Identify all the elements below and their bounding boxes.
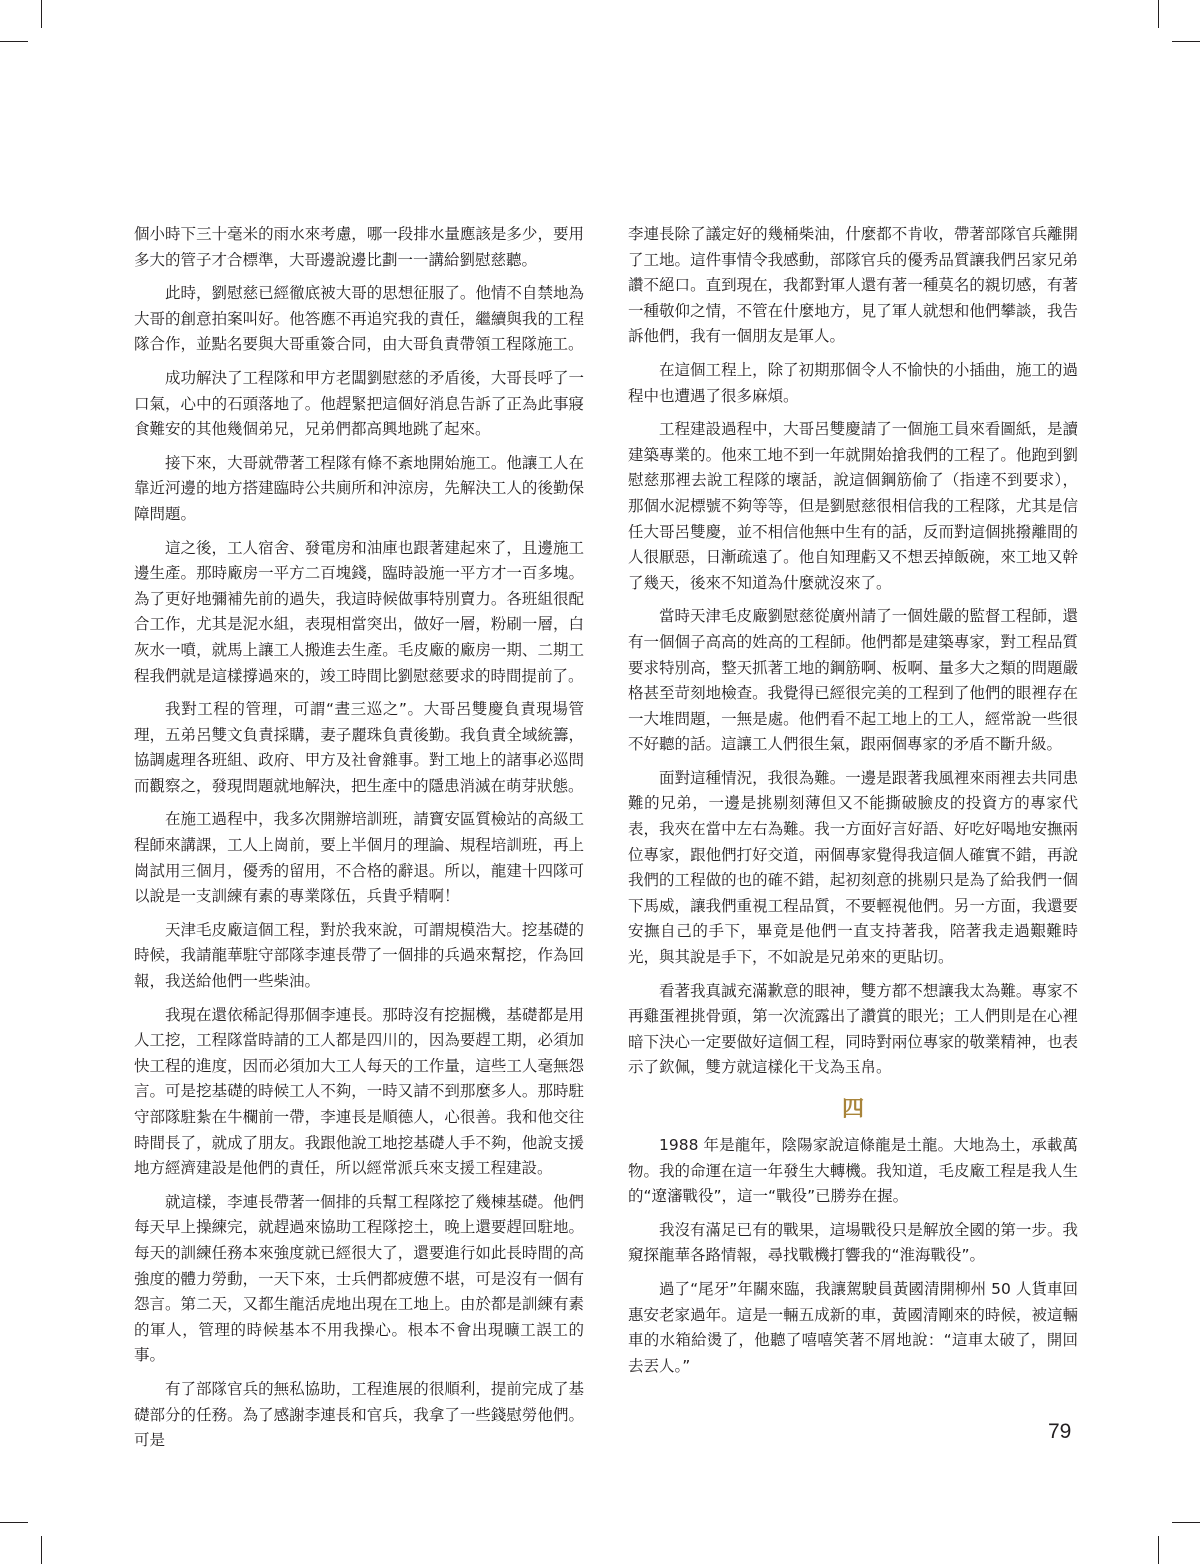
paragraph: 當時天津毛皮廠劉慰慈從廣州請了一個姓嚴的監督工程師，還有一個個子高高的姓高的工程師。他們都是建築專家，對工程品質要求特別高，整天抓著工地的鋼筋啊、板啊、量多大之類的問題嚴格甚至苛刻地檢查。我覺得已經很完美的工程到了他們的眼裡存在一大堆問題，一無是處。他們看不起工地上的工人，經常說一些很不好聽的話。這讓工人們很生氣，跟兩個專家的矛盾不斷升級。 <box>628 607 1078 754</box>
crop-mark-bottom-right-horizontal <box>1172 1522 1200 1523</box>
paragraph: 接下來，大哥就帶著工程隊有條不紊地開始施工。他讓工人在靠近河邊的地方搭建臨時公共廁所和沖涼房，先解決工人的後勤保障問題。 <box>134 453 584 523</box>
crop-mark-bottom-left-vertical <box>41 1536 42 1564</box>
paragraph: 此時，劉慰慈已經徹底被大哥的思想征服了。他情不自禁地為大哥的創意拍案叫好。他答應不再追究我的責任，繼續與我的工程隊合作，並點名要與大哥重簽合同，由大哥負責帶領工程隊施工。 <box>134 284 584 354</box>
crop-mark-top-right-horizontal <box>1172 41 1200 42</box>
paragraph: 這之後，工人宿舍、發電房和油庫也跟著建起來了，且邊施工邊生產。那時廠房一平方二百塊錢，臨時設施一平方才一百多塊。為了更好地彌補先前的過失，我這時候做事特別賣力。各班組很配合工作，尤其是泥水組，表現相當突出，做好一層，粉刷一層，白灰水一噴，就馬上讓工人搬進去生產。毛皮廠的廠房一期、二期工程我們就是這樣撐過來的，竣工時間比劉慰慈要求的時間提前了。 <box>134 538 584 685</box>
paragraph: 成功解決了工程隊和甲方老闆劉慰慈的矛盾後，大哥長呼了一口氣，心中的石頭落地了。他趕緊把這個好消息告訴了正為此事寢食難安的其他幾個弟兄，兄弟們都高興地跳了起來。 <box>134 368 584 439</box>
paragraph: 看著我真誠充滿歉意的眼神，雙方都不想讓我太為難。專家不再雞蛋裡挑骨頭，第一次流露出了讚賞的眼光；工人們則是在心裡暗下決心一定要做好這個工程，同時對兩位專家的敬業精神，也表示了欽佩，雙方就這樣化干戈為玉帛。 <box>628 981 1078 1077</box>
paragraph: 在施工過程中，我多次開辦培訓班，請寶安區質檢站的高級工程師來講課，工人上崗前，要上半個月的理論、規程培訓班，再上崗試用三個月，優秀的留用，不合格的辭退。所以，龍建十四隊可以說是一支訓練有素的專業隊伍，兵貴乎精啊！ <box>134 810 584 906</box>
crop-mark-top-right-vertical <box>1158 0 1159 28</box>
page-number: 79 <box>1048 1420 1072 1443</box>
paragraph: 面對這種情況，我很為難。一邊是跟著我風裡來雨裡去共同患難的兄弟，一邊是挑剔刻薄但又不能撕破臉皮的投資方的專家代表，我夾在當中左右為難。我一方面好言好語、好吃好喝地安撫兩位專家，跟他們打好交道，兩個專家覺得我這個人確實不錯，再說我們的工程做的也的確不錯，起初刻意的挑剔只是為了給我們一個下馬威，讓我們重視工程品質，不要輕視他們。另一方面，我還要安撫自己的手下，畢竟是他們一直支持著我，陪著我走過艱難時光，與其說是手下，不如說是兄弟來的更貼切。 <box>628 768 1078 967</box>
paragraph: 工程建設過程中，大哥呂雙慶請了一個施工員來看圖紙，是讀建築專業的。他來工地不到一年就開始搶我們的工程了。他跑到劉慰慈那裡去說工程隊的壞話，說這個鋼筋偷了（指達不到要求），那個水泥標號不夠等等，但是劉慰慈很相信我的工程隊，尤其是信任大哥呂雙慶，並不相信他無中生有的話，反而對這個挑撥離間的人很厭惡，日漸疏遠了。他自知理虧又不想丟掉飯碗，來工地又幹了幾天，後來不知道為什麼就沒來了。 <box>628 420 1078 592</box>
paragraph: 1988 年是龍年，陰陽家說這條龍是土龍。大地為土，承載萬物。我的命運在這一年發生大轉機。我知道，毛皮廠工程是我人生的“遼瀋戰役”，這一“戰役”已勝券在握。 <box>628 1136 1078 1206</box>
crop-mark-bottom-right-vertical <box>1158 1536 1159 1564</box>
paragraph: 在這個工程上，除了初期那個令人不愉快的小插曲，施工的過程中也遭遇了很多麻煩。 <box>628 360 1078 405</box>
paragraph: 我現在還依稀記得那個李連長。那時沒有挖掘機，基礎都是用人工挖，工程隊當時請的工人都是四川的，因為要趕工期，必須加快工程的進度，因而必須加大工人每天的工作量，這些工人毫無怨言。可是挖基礎的時候工人不夠，一時又請不到那麼多人。那時駐守部隊駐紮在牛欄前一帶，李連長是順德人，心很善。我和他交往時間長了，就成了朋友。我跟他說工地挖基礎人手不夠，他說支援地方經濟建設是他們的責任，所以經常派兵來支援工程建設。 <box>134 1005 584 1178</box>
crop-mark-bottom-left-horizontal <box>0 1522 28 1523</box>
paragraph: 我對工程的管理，可謂“晝三巡之”。大哥呂雙慶負責現場管理，五弟呂雙文負責採購，妻子麗珠負責後勤。我負責全域統籌，協調處理各班組、政府、甲方及社會雜事。對工地上的諸事必巡問而觀察之，發現問題就地解決，把生產中的隱患消滅在萌芽狀態。 <box>134 700 584 795</box>
paragraph: 李連長除了議定好的幾桶柴油，什麼都不肯收，帶著部隊官兵離開了工地。這件事情令我感動，部隊官兵的優秀品質讓我們呂家兄弟讚不絕口。直到現在，我都對軍人還有著一種莫名的親切感，有著一種敬仰之情，不管在什麼地方，見了軍人就想和他們攀談，我告訴他們，我有一個朋友是軍人。 <box>628 225 1078 346</box>
paragraph: 就這樣，李連長帶著一個排的兵幫工程隊挖了幾棟基礎。他們每天早上操練完，就趕過來協助工程隊挖土，晚上還要趕回駐地。每天的訓練任務本來強度就已經很大了，還要進行如此長時間的高強度的體力勞動，一天下來，士兵們都疲憊不堪，可是沒有一個有怨言。第二天，又都生龍活虎地出現在工地上。由於都是訓練有素的軍人，管理的時候基本不用我操心。根本不會出現曠工誤工的事。 <box>134 1192 584 1365</box>
right-column <box>628 222 1078 1387</box>
crop-mark-top-left-horizontal <box>0 41 28 42</box>
paragraph: 有了部隊官兵的無私協助，工程進展的很順利，提前完成了基礎部分的任務。為了感謝李連長和官兵，我拿了一些錢慰勞他們。可是 <box>134 1379 584 1450</box>
crop-mark-top-left-vertical <box>41 0 42 28</box>
paragraph: 我沒有滿足已有的戰果，這場戰役只是解放全國的第一步。我窺探龍華各路情報，尋找戰機打響我的“淮海戰役”。 <box>628 1220 1078 1265</box>
paragraph: 天津毛皮廠這個工程，對於我來說，可謂規模浩大。挖基礎的時候，我請龍華駐守部隊李連長帶了一個排的兵過來幫挖，作為回報，我送給他們一些柴油。 <box>134 920 584 991</box>
section-heading: 四 <box>841 1097 864 1122</box>
paragraph: 個小時下三十毫米的雨水來考慮，哪一段排水量應該是多少，要用多大的管子才合標準，大哥邊說邊比劃一一講給劉慰慈聽。 <box>134 225 584 269</box>
paragraph: 過了“尾牙”年關來臨，我讓駕駛員黃國清開柳州 50 人貨車回惠安老家過年。這是一輛五成新的車，黃國清剛來的時候，被這輛車的水箱給燙了，他聽了嘻嘻笑著不屑地說：“這車太破了，開回去丟人。” <box>628 1279 1078 1375</box>
left-column <box>134 222 584 1462</box>
